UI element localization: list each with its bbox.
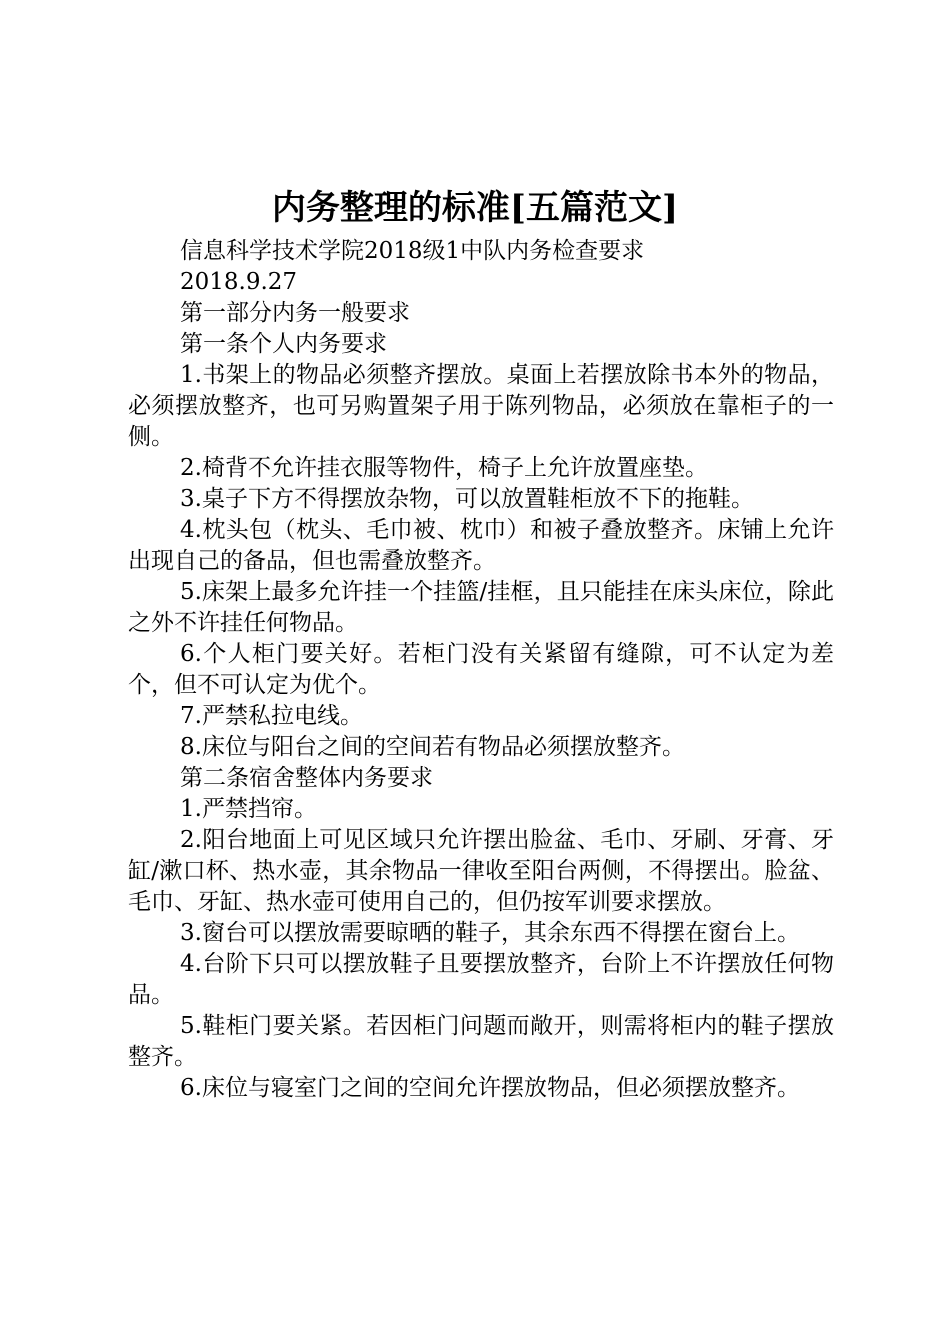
paragraph-item: 2.椅背不允许挂衣服等物件，椅子上允许放置座垫。 bbox=[180, 455, 708, 481]
paragraph-date: 2018.9.27 bbox=[180, 269, 298, 295]
paragraph-item: 4.台阶下只可以摆放鞋子且要摆放整齐，台阶上不许摆放任何物品。 bbox=[128, 951, 834, 1008]
paragraph-item: 6.床位与寝室门之间的空间允许摆放物品，但必须摆放整齐。 bbox=[180, 1075, 800, 1101]
document-body bbox=[128, 236, 834, 1104]
paragraph-item: 1.严禁挡帘。 bbox=[180, 796, 317, 822]
paragraph-item: 1.书架上的物品必须整齐摆放。桌面上若摆放除书本外的物品，必须摆放整齐，也可另购置架子用于陈列物品，必须放在靠柜子的一侧。 bbox=[128, 362, 834, 450]
paragraph-item: 5.床架上最多允许挂一个挂篮/挂框，且只能挂在床头床位，除此之外不许挂任何物品。 bbox=[128, 579, 834, 636]
paragraph-item: 7.严禁私拉电线。 bbox=[180, 703, 363, 729]
paragraph-article-two: 第二条宿舍整体内务要求 bbox=[180, 765, 433, 791]
paragraph-part-one: 第一部分内务一般要求 bbox=[180, 300, 410, 326]
paragraph-item: 3.桌子下方不得摆放杂物，可以放置鞋柜放不下的拖鞋。 bbox=[180, 486, 754, 512]
paragraph-item: 8.床位与阳台之间的空间若有物品必须摆放整齐。 bbox=[180, 734, 685, 760]
paragraph-item: 3.窗台可以摆放需要晾晒的鞋子，其余东西不得摆在窗台上。 bbox=[180, 920, 800, 946]
paragraph-item: 4.枕头包（枕头、毛巾被、枕巾）和被子叠放整齐。床铺上允许出现自己的备品，但也需叠放整齐。 bbox=[128, 517, 834, 574]
paragraph-article-one: 第一条个人内务要求 bbox=[180, 331, 387, 357]
paragraph-item: 2.阳台地面上可见区域只允许摆出脸盆、毛巾、牙刷、牙膏、牙缸/漱口杯、热水壶，其余物品一律收至阳台两侧，不得摆出。脸盆、毛巾、牙缸、热水壶可使用自己的，但仍按军训要求摆放。 bbox=[128, 827, 834, 915]
paragraph-item: 6.个人柜门要关好。若柜门没有关紧留有缝隙，可不认定为差个，但不可认定为优个。 bbox=[128, 641, 834, 698]
document-title: 内务整理的标准[五篇范文] bbox=[271, 188, 679, 228]
paragraph-heading-college: 信息科学技术学院2018级1中队内务检查要求 bbox=[180, 238, 645, 264]
paragraph-item: 5.鞋柜门要关紧。若因柜门问题而敞开，则需将柜内的鞋子摆放整齐。 bbox=[128, 1013, 834, 1070]
